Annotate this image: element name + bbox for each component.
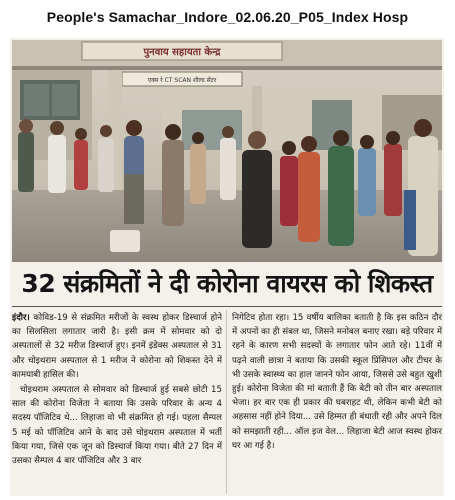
sign-top-text: पुनवाय सहायता केन्द्र — [143, 47, 221, 58]
newspaper-clipping — [10, 38, 444, 496]
column-divider — [226, 310, 227, 494]
clipping-source-caption: People's Samachar_Indore_02.06.20_P05_Index Hosp — [46, 9, 409, 25]
article-paragraph: चोइथराम अस्पताल से सोमवार को डिस्चार्ज हुई सबसे छोटी 15 साल की कोरोना विजेता ने बताया कि उसके परिवार के अन्य 4 सदस्य पॉजिटिव थे... लिहाजा वो भी संक्रमित हो गई। पहला सैम्पल 5 मई को पॉजिटिव आने के बाद उसे चोइथराम अस्पताल में भर्ती किया गया, जिसे एक जून को डिस्चार्ज किया गया। बीते 27 दिन में उसका सैम्पल 4 बार पॉजिटिव और 3 बार — [12, 385, 222, 467]
article-paragraph — [12, 311, 222, 382]
sign-scan-text: एक्स रे CT SCAN शील्ड सेंटर — [147, 77, 217, 84]
hospital-discharge-photo — [12, 40, 442, 262]
article-column-left — [12, 311, 222, 495]
article-paragraph: निगेटिव होता रहा। 15 वर्षीय बालिका बताती है कि इस कठिन दौर में अपनों का ही संबल था, जिसने मनोबल बनाए रखा। बड़े परिवार में रहने के कारण सभी सदस्यों के लगातार फोन आते रहे। 11वीं में पढ़ने वाली छात्रा ने बताया कि उसकी स्कूल प्रिंसिपल और टीचर के भी उसके स्वास्थ्य का हाल जानने फोन आया, जिससे उसे बहुत खुशी हुई। कोरोना विजेता की मां बताती हैं कि बेटी को तीन बार अस्पताल भेजा। हर बार एक ही प्रकार की घबराहट थी, लेकिन कभी बेटी को अहसास नहीं होने दिया... उसे हिम्मत ही बंधाती रही और अपने दिल को समझाती रही... ऑल इज वेल... लिहाजा बेटी आज स्वस्थ होकर घर आ गई है। — [232, 313, 442, 451]
news-photo — [12, 40, 442, 262]
headline-divider — [12, 306, 442, 307]
article-column-right — [232, 311, 442, 495]
dateline: इंदौर। — [12, 313, 30, 323]
article-paragraph-text: कोविड-19 से संक्रमित मरीजों के स्वस्थ होकर डिस्चार्ज होने का सिलसिला लगातार जारी है। इसी क्रम में सोमवार को दो अस्पतालों से 32 मरीज डिस्चार्ज हुए। इनमें इंडेक्स अस्पताल से 31 और चोइथराम अस्पताल से 1 मरीज ने कोरोना को शिकस्त देने में कामयाबी हासिल की। — [12, 313, 222, 380]
headline: 32 संक्रमितों ने दी कोरोना वायरस को शिकस्त — [21, 269, 433, 298]
